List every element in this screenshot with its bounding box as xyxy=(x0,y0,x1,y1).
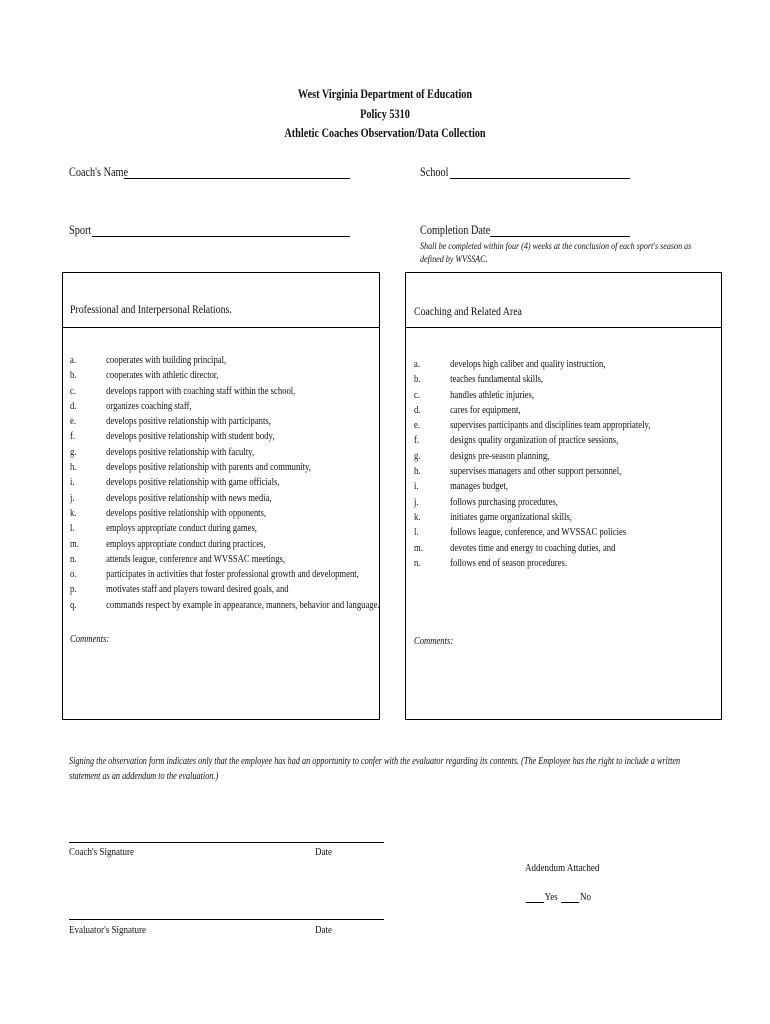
coach-date-label: Date xyxy=(315,846,333,858)
list-item-letter: b. xyxy=(414,374,421,386)
list-item-letter: a. xyxy=(414,359,420,370)
list-item-text: supervises participants and disciplines team appropriately, xyxy=(450,420,651,432)
list-item-letter: d. xyxy=(70,400,77,412)
list-item xyxy=(414,525,650,540)
coaching-area-box xyxy=(405,272,722,720)
coaching-area-list xyxy=(414,357,702,571)
list-item-letter: d. xyxy=(414,404,421,416)
coach-name-field[interactable] xyxy=(124,177,350,179)
list-item xyxy=(414,495,650,510)
school-field[interactable] xyxy=(450,177,630,179)
list-item xyxy=(414,403,650,418)
list-item xyxy=(70,567,380,582)
coaching-area-comments-label: Comments: xyxy=(414,636,454,647)
list-item-letter: e. xyxy=(414,420,420,432)
list-item-text: develops positive relationship with faculty, xyxy=(106,446,255,458)
list-item-text: designs quality organization of practice sessions, xyxy=(450,435,619,447)
school-label: School xyxy=(420,165,449,179)
list-item-letter: n. xyxy=(70,553,77,565)
list-item-text: participates in activities that foster professional growth and development, xyxy=(106,569,359,581)
list-item-text: employs appropriate conduct during games, xyxy=(106,523,257,535)
list-item xyxy=(414,372,650,387)
list-item-text: cares for equipment, xyxy=(450,404,521,416)
list-item-text: develops positive relationship with student body, xyxy=(106,431,275,443)
list-item xyxy=(414,449,650,464)
list-item xyxy=(70,414,380,429)
list-item-text: attends league, conference and WVSSAC meetings, xyxy=(106,553,286,565)
header-department: West Virginia Department of Education xyxy=(297,87,473,101)
list-item xyxy=(70,537,380,552)
list-item-text: cooperates with building principal, xyxy=(106,355,227,366)
list-item-letter: f. xyxy=(414,435,420,447)
addendum-label: Addendum Attached xyxy=(525,862,600,874)
list-item xyxy=(70,491,380,506)
professional-relations-list xyxy=(70,353,448,613)
list-item xyxy=(70,552,380,567)
list-item-letter: a. xyxy=(70,355,76,366)
list-item-letter: e. xyxy=(70,416,76,428)
list-item-text: supervises managers and other support personnel, xyxy=(450,466,622,478)
list-item xyxy=(414,556,650,571)
list-item xyxy=(414,388,650,403)
list-item-text: develops positive relationship with news media, xyxy=(106,492,272,504)
list-item-letter: k. xyxy=(414,511,421,523)
list-item-letter: h. xyxy=(70,462,77,474)
list-item xyxy=(70,506,380,521)
list-item-letter: n. xyxy=(414,557,421,569)
header-form-title: Athletic Coaches Observation/Data Collection xyxy=(284,126,486,140)
list-item xyxy=(414,433,650,448)
list-item-letter: q. xyxy=(70,599,77,611)
list-item-letter: i. xyxy=(414,481,419,493)
list-item-text: designs pre-season planning, xyxy=(450,450,550,462)
list-item xyxy=(70,384,380,399)
list-item-letter: k. xyxy=(70,507,77,519)
list-item-text: follows purchasing procedures, xyxy=(450,496,558,508)
list-item-letter: l. xyxy=(414,527,419,539)
professional-relations-comments-label: Comments: xyxy=(70,634,110,645)
addendum-no-blank[interactable] xyxy=(561,892,579,903)
list-item-text: cooperates with athletic director, xyxy=(106,370,219,382)
list-item xyxy=(414,357,650,372)
list-item-text: follows league, conference, and WVSSAC policies xyxy=(450,527,627,539)
list-item-letter: c. xyxy=(70,385,76,397)
list-item-letter: j. xyxy=(70,492,75,504)
list-item xyxy=(70,521,380,536)
list-item-text: organizes coaching staff, xyxy=(106,400,192,412)
list-item-letter: m. xyxy=(70,538,79,550)
list-item-text: manages budget, xyxy=(450,481,508,493)
addendum-yes-blank[interactable] xyxy=(526,892,544,903)
list-item-letter: c. xyxy=(414,389,420,401)
list-item-text: develops positive relationship with participants, xyxy=(106,416,271,428)
list-item-text: handles athletic injuries, xyxy=(450,389,535,401)
list-item xyxy=(414,479,650,494)
list-item-letter: i. xyxy=(70,477,75,489)
list-item-text: initiates game organizational skills, xyxy=(450,511,572,523)
list-item-letter: o. xyxy=(70,569,77,581)
list-item-letter: b. xyxy=(70,370,77,382)
list-item-text: employs appropriate conduct during practices, xyxy=(106,538,266,550)
list-item-letter: f. xyxy=(70,431,76,443)
list-item-letter: j. xyxy=(414,496,419,508)
addendum-yes-no xyxy=(525,891,591,903)
addendum-yes-label: Yes xyxy=(544,891,558,903)
list-item xyxy=(414,418,650,433)
list-item-letter: m. xyxy=(414,542,423,554)
addendum-no-label: No xyxy=(579,891,591,903)
professional-relations-box xyxy=(62,272,380,720)
list-item xyxy=(70,399,380,414)
professional-relations-title: Professional and Interpersonal Relations. xyxy=(70,302,232,316)
coaching-area-title: Coaching and Related Area xyxy=(414,304,522,318)
disclaimer-text: Signing the observation form indicates only that the employee has had an opportunity to confer with the evaluator regarding its contents. (The Employee has the right to include a written statement as an addendum to the evaluation.) xyxy=(69,756,681,782)
list-item xyxy=(70,582,380,597)
header-policy: Policy 5310 xyxy=(360,106,410,121)
coach-signature-label: Coach's Signature xyxy=(69,846,135,858)
evaluator-date-label: Date xyxy=(315,924,333,936)
completion-date-field[interactable] xyxy=(490,235,630,237)
list-item xyxy=(70,353,380,368)
list-item-text: develops positive relationship with game officials, xyxy=(106,477,280,489)
list-item xyxy=(70,368,380,383)
list-item-text: motivates staff and players toward desired goals, and xyxy=(106,584,289,596)
list-item-letter: p. xyxy=(70,584,77,596)
list-item-letter: l. xyxy=(70,523,75,535)
list-item xyxy=(70,429,380,444)
list-item xyxy=(70,475,380,490)
list-item-text: follows end of season procedures. xyxy=(450,557,568,569)
list-item-letter: g. xyxy=(70,446,77,458)
list-item xyxy=(414,541,650,556)
coaching-area-header xyxy=(406,273,721,328)
list-item xyxy=(414,464,650,479)
list-item-text: commands respect by example in appearance, manners, behavior and language. xyxy=(106,599,380,611)
list-item-text: develops high caliber and quality instruction, xyxy=(450,359,606,370)
list-item xyxy=(70,598,380,613)
list-item-text: teaches fundamental skills, xyxy=(450,374,544,386)
sport-field[interactable] xyxy=(92,235,350,237)
list-item xyxy=(70,460,380,475)
list-item-text: develops positive relationship with parents and community, xyxy=(106,462,311,474)
completion-note: Shall be completed within four (4) weeks at the conclusion of each sport's season as defined by WVSSAC. xyxy=(420,242,692,265)
list-item-text: devotes time and energy to coaching duties, and xyxy=(450,542,616,554)
evaluator-signature-line[interactable] xyxy=(69,918,384,920)
list-item xyxy=(414,510,650,525)
list-item-text: develops positive relationship with opponents, xyxy=(106,507,267,519)
completion-date-label: Completion Date xyxy=(420,223,491,237)
coach-signature-line[interactable] xyxy=(69,841,384,843)
evaluator-signature-label: Evaluator's Signature xyxy=(69,924,147,936)
sport-label: Sport xyxy=(69,223,92,237)
list-item-letter: h. xyxy=(414,466,421,478)
list-item-text: develops rapport with coaching staff within the school, xyxy=(106,385,296,397)
list-item-letter: g. xyxy=(414,450,421,462)
list-item xyxy=(70,445,380,460)
professional-relations-header xyxy=(63,273,379,328)
document-header xyxy=(0,85,770,144)
coach-name-label: Coach's Name xyxy=(69,165,129,179)
